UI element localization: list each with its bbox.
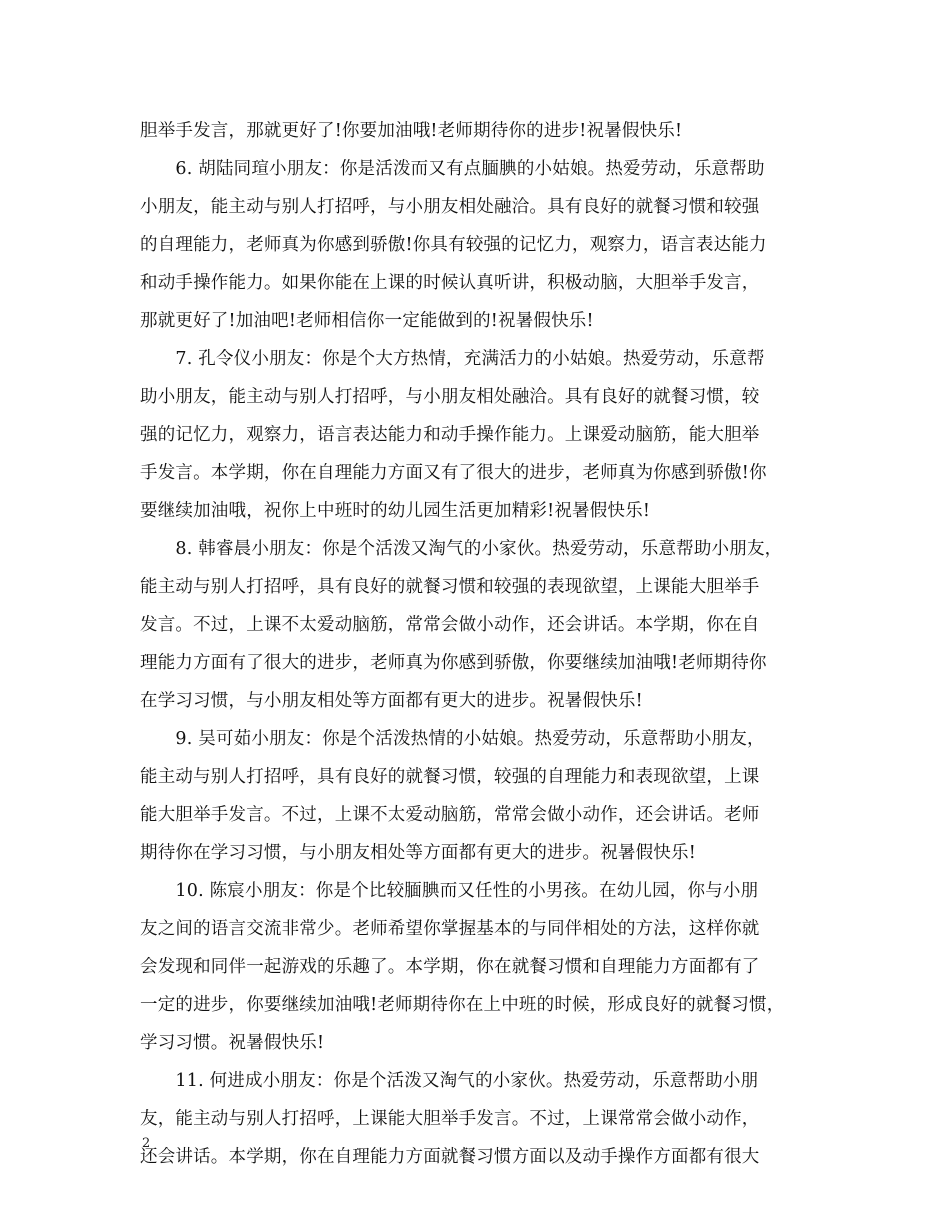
text-line: 在学习习惯，与小朋友相处等方面都有更大的进步。祝暑假快乐! [140, 691, 643, 711]
text-line: 一定的进步，你要继续加油哦!老师期待你在上中班的时候，形成良好的就餐习惯， [140, 995, 785, 1015]
text-line: 6. 胡陆同瑄小朋友：你是活泼而又有点腼腆的小姑娘。热爱劳动，乐意帮助 [140, 159, 765, 179]
text-line: 能大胆举手发言。不过，上课不太爱动脑筋，常常会做小动作，还会讲话。老师 [140, 805, 760, 825]
text-line: 8. 韩睿晨小朋友：你是个活泼又淘气的小家伙。热爱劳动，乐意帮助小朋友， [140, 539, 783, 559]
text-line: 理能力方面有了很大的进步，老师真为你感到骄傲，你要继续加油哦!老师期待你 [140, 653, 767, 673]
text-line: 胆举手发言，那就更好了!你要加油哦!老师期待你的进步!祝暑假快乐! [140, 121, 683, 141]
text-line: 那就更好了!加油吧!老师相信你一定能做到的!祝暑假快乐! [140, 311, 594, 331]
text-line: 友之间的语言交流非常少。老师希望你掌握基本的与同伴相处的方法，这样你就 [140, 919, 760, 939]
document-body [140, 112, 830, 1176]
text-line: 11. 何进成小朋友：你是个活泼又淘气的小家伙。热爱劳动，乐意帮助小朋 [140, 1071, 759, 1091]
text-line: 会发现和同伴一起游戏的乐趣了。本学期，你在就餐习惯和自理能力方面都有了 [140, 957, 760, 977]
text-line: 9. 吴可茹小朋友：你是个活泼热情的小姑娘。热爱劳动，乐意帮助小朋友， [140, 729, 765, 749]
text-line: 能主动与别人打招呼，具有良好的就餐习惯，较强的自理能力和表现欲望，上课 [140, 767, 760, 787]
text-line: 的自理能力，老师真为你感到骄傲!你具有较强的记忆力，观察力，语言表达能力 [140, 235, 767, 255]
text-line: 友，能主动与别人打招呼，上课能大胆举手发言。不过，上课常常会做小动作， [140, 1109, 760, 1129]
text-line: 发言。不过，上课不太爱动脑筋，常常会做小动作，还会讲话。本学期，你在自 [140, 615, 760, 635]
text-line: 10. 陈宸小朋友：你是个比较腼腆而又任性的小男孩。在幼儿园，你与小朋 [140, 881, 759, 901]
text-line: 期待你在学习习惯，与小朋友相处等方面都有更大的进步。祝暑假快乐! [140, 843, 696, 863]
text-line: 和动手操作能力。如果你能在上课的时候认真听讲，积极动脑，大胆举手发言， [140, 273, 760, 293]
text-line: 能主动与别人打招呼，具有良好的就餐习惯和较强的表现欲望，上课能大胆举手 [140, 577, 760, 597]
text-line: 学习习惯。祝暑假快乐! [140, 1033, 325, 1053]
text-line: 强的记忆力，观察力，语言表达能力和动手操作能力。上课爱动脑筋，能大胆举 [140, 425, 760, 445]
text-line: 手发言。本学期，你在自理能力方面又有了很大的进步，老师真为你感到骄傲!你 [140, 463, 767, 483]
text-line: 要继续加油哦，祝你上中班时的幼儿园生活更加精彩!祝暑假快乐! [140, 501, 651, 521]
text-line: 7. 孔令仪小朋友：你是个大方热情，充满活力的小姑娘。热爱劳动，乐意帮 [140, 349, 765, 369]
text-line: 助小朋友，能主动与别人打招呼，与小朋友相处融洽。具有良好的就餐习惯，较 [140, 387, 760, 407]
text-line: 还会讲话。本学期，你在自理能力方面就餐习惯方面以及动手操作方面都有很大 [140, 1147, 760, 1167]
text-line: 小朋友，能主动与别人打招呼，与小朋友相处融洽。具有良好的就餐习惯和较强 [140, 197, 760, 217]
page-number: 2 [142, 1136, 151, 1151]
